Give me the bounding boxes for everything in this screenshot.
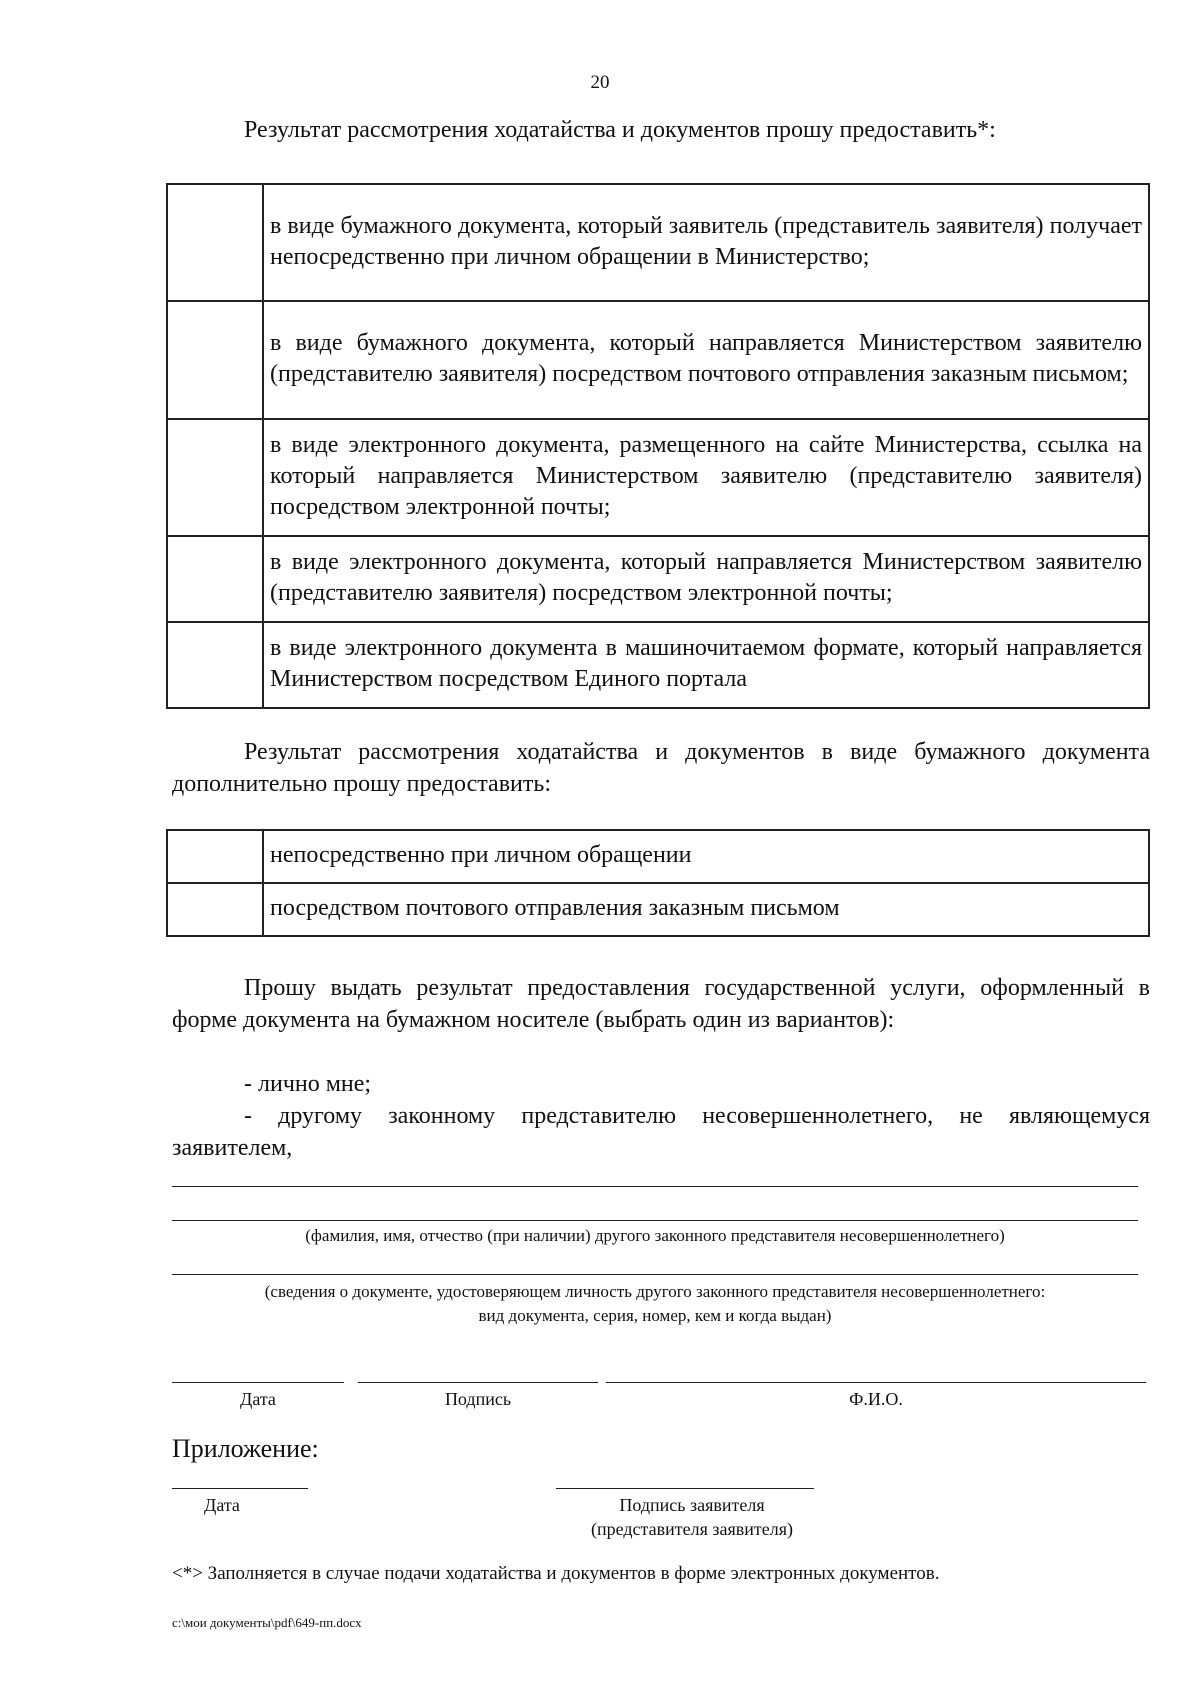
- applicant-signature-line[interactable]: [556, 1488, 814, 1489]
- option-text: непосредственно при личном обращении: [263, 830, 1149, 883]
- applicant-representative-label: (представителя заявителя): [591, 1519, 793, 1539]
- name-label: Ф.И.О.: [849, 1389, 903, 1409]
- fio-line-1[interactable]: [172, 1186, 1138, 1187]
- option-text: в виде бумажного документа, который заявитель (представитель заявителя) получает непосредственно при личном обращении в Министерство;: [263, 184, 1149, 301]
- date-label: Дата: [240, 1389, 276, 1409]
- fio-line-2[interactable]: [172, 1220, 1138, 1221]
- table-row: [167, 830, 1149, 883]
- table-row: [167, 184, 1149, 301]
- appendix-date-label: Дата: [204, 1495, 240, 1515]
- option-checkbox-cell[interactable]: [167, 536, 263, 622]
- date-line[interactable]: [172, 1382, 344, 1383]
- table-row: [167, 622, 1149, 708]
- name-line[interactable]: [606, 1382, 1146, 1383]
- page-number: 20: [590, 72, 610, 93]
- signature-line[interactable]: [358, 1382, 598, 1383]
- option-text: в виде электронного документа в машиночитаемом формате, который направляется Министерством посредством Единого портала: [263, 622, 1149, 708]
- variant-self: - лично мне;: [244, 1071, 372, 1097]
- appendix-title: Приложение:: [172, 1434, 319, 1463]
- table-row: [167, 419, 1149, 536]
- option-checkbox-cell[interactable]: [167, 301, 263, 419]
- file-path: с:\мои документы\pdf\649-пп.docx: [172, 1615, 362, 1630]
- document-info-caption-1: (сведения о документе, удостоверяющем личность другого законного представителя несовершеннолетнего:: [264, 1282, 1046, 1301]
- appendix-date-line[interactable]: [172, 1488, 308, 1489]
- delivery-options-table: [166, 183, 1150, 709]
- option-checkbox-cell[interactable]: [167, 184, 263, 301]
- option-text: в виде бумажного документа, который направляется Министерством заявителю (представителю заявителя) посредством почтового отправления заказным письмом;: [263, 301, 1149, 419]
- fio-caption: (фамилия, имя, отчество (при наличии) другого законного представителя несовершеннолетнего): [305, 1226, 1005, 1245]
- document-info-caption-2: вид документа, серия, номер, кем и когда выдан): [478, 1306, 832, 1325]
- section2-intro: Результат рассмотрения ходатайства и документов в виде бумажного документа дополнительно прошу предоставить:: [172, 739, 1150, 797]
- paper-options-table: [166, 829, 1150, 937]
- option-checkbox-cell[interactable]: [167, 419, 263, 536]
- table-row: [167, 883, 1149, 936]
- footnote: <*> Заполняется в случае подачи ходатайства и документов в форме электронных документов.: [172, 1563, 940, 1584]
- variant-other-representative: - другому законному представителю несовершеннолетнего, не являющемуся заявителем,: [172, 1103, 1150, 1161]
- applicant-signature-label: Подпись заявителя: [619, 1495, 765, 1515]
- option-text: в виде электронного документа, размещенного на сайте Министерства, ссылка на который направляется Министерством заявителю (представителю заявителя) посредством электронной почты;: [263, 419, 1149, 536]
- option-text: посредством почтового отправления заказным письмом: [263, 883, 1149, 936]
- section1-intro: Результат рассмотрения ходатайства и документов прошу предоставить*:: [244, 117, 996, 143]
- document-info-line[interactable]: [172, 1274, 1138, 1275]
- signature-label: Подпись: [444, 1389, 512, 1409]
- option-checkbox-cell[interactable]: [167, 622, 263, 708]
- table-row: [167, 536, 1149, 622]
- option-checkbox-cell[interactable]: [167, 830, 263, 883]
- section3-intro: Прошу выдать результат предоставления государственной услуги, оформленный в форме документа на бумажном носителе (выбрать один из вариантов):: [172, 975, 1150, 1033]
- option-text: в виде электронного документа, который направляется Министерством заявителю (представителю заявителя) посредством электронной почты;: [263, 536, 1149, 622]
- option-checkbox-cell[interactable]: [167, 883, 263, 936]
- table-row: [167, 301, 1149, 419]
